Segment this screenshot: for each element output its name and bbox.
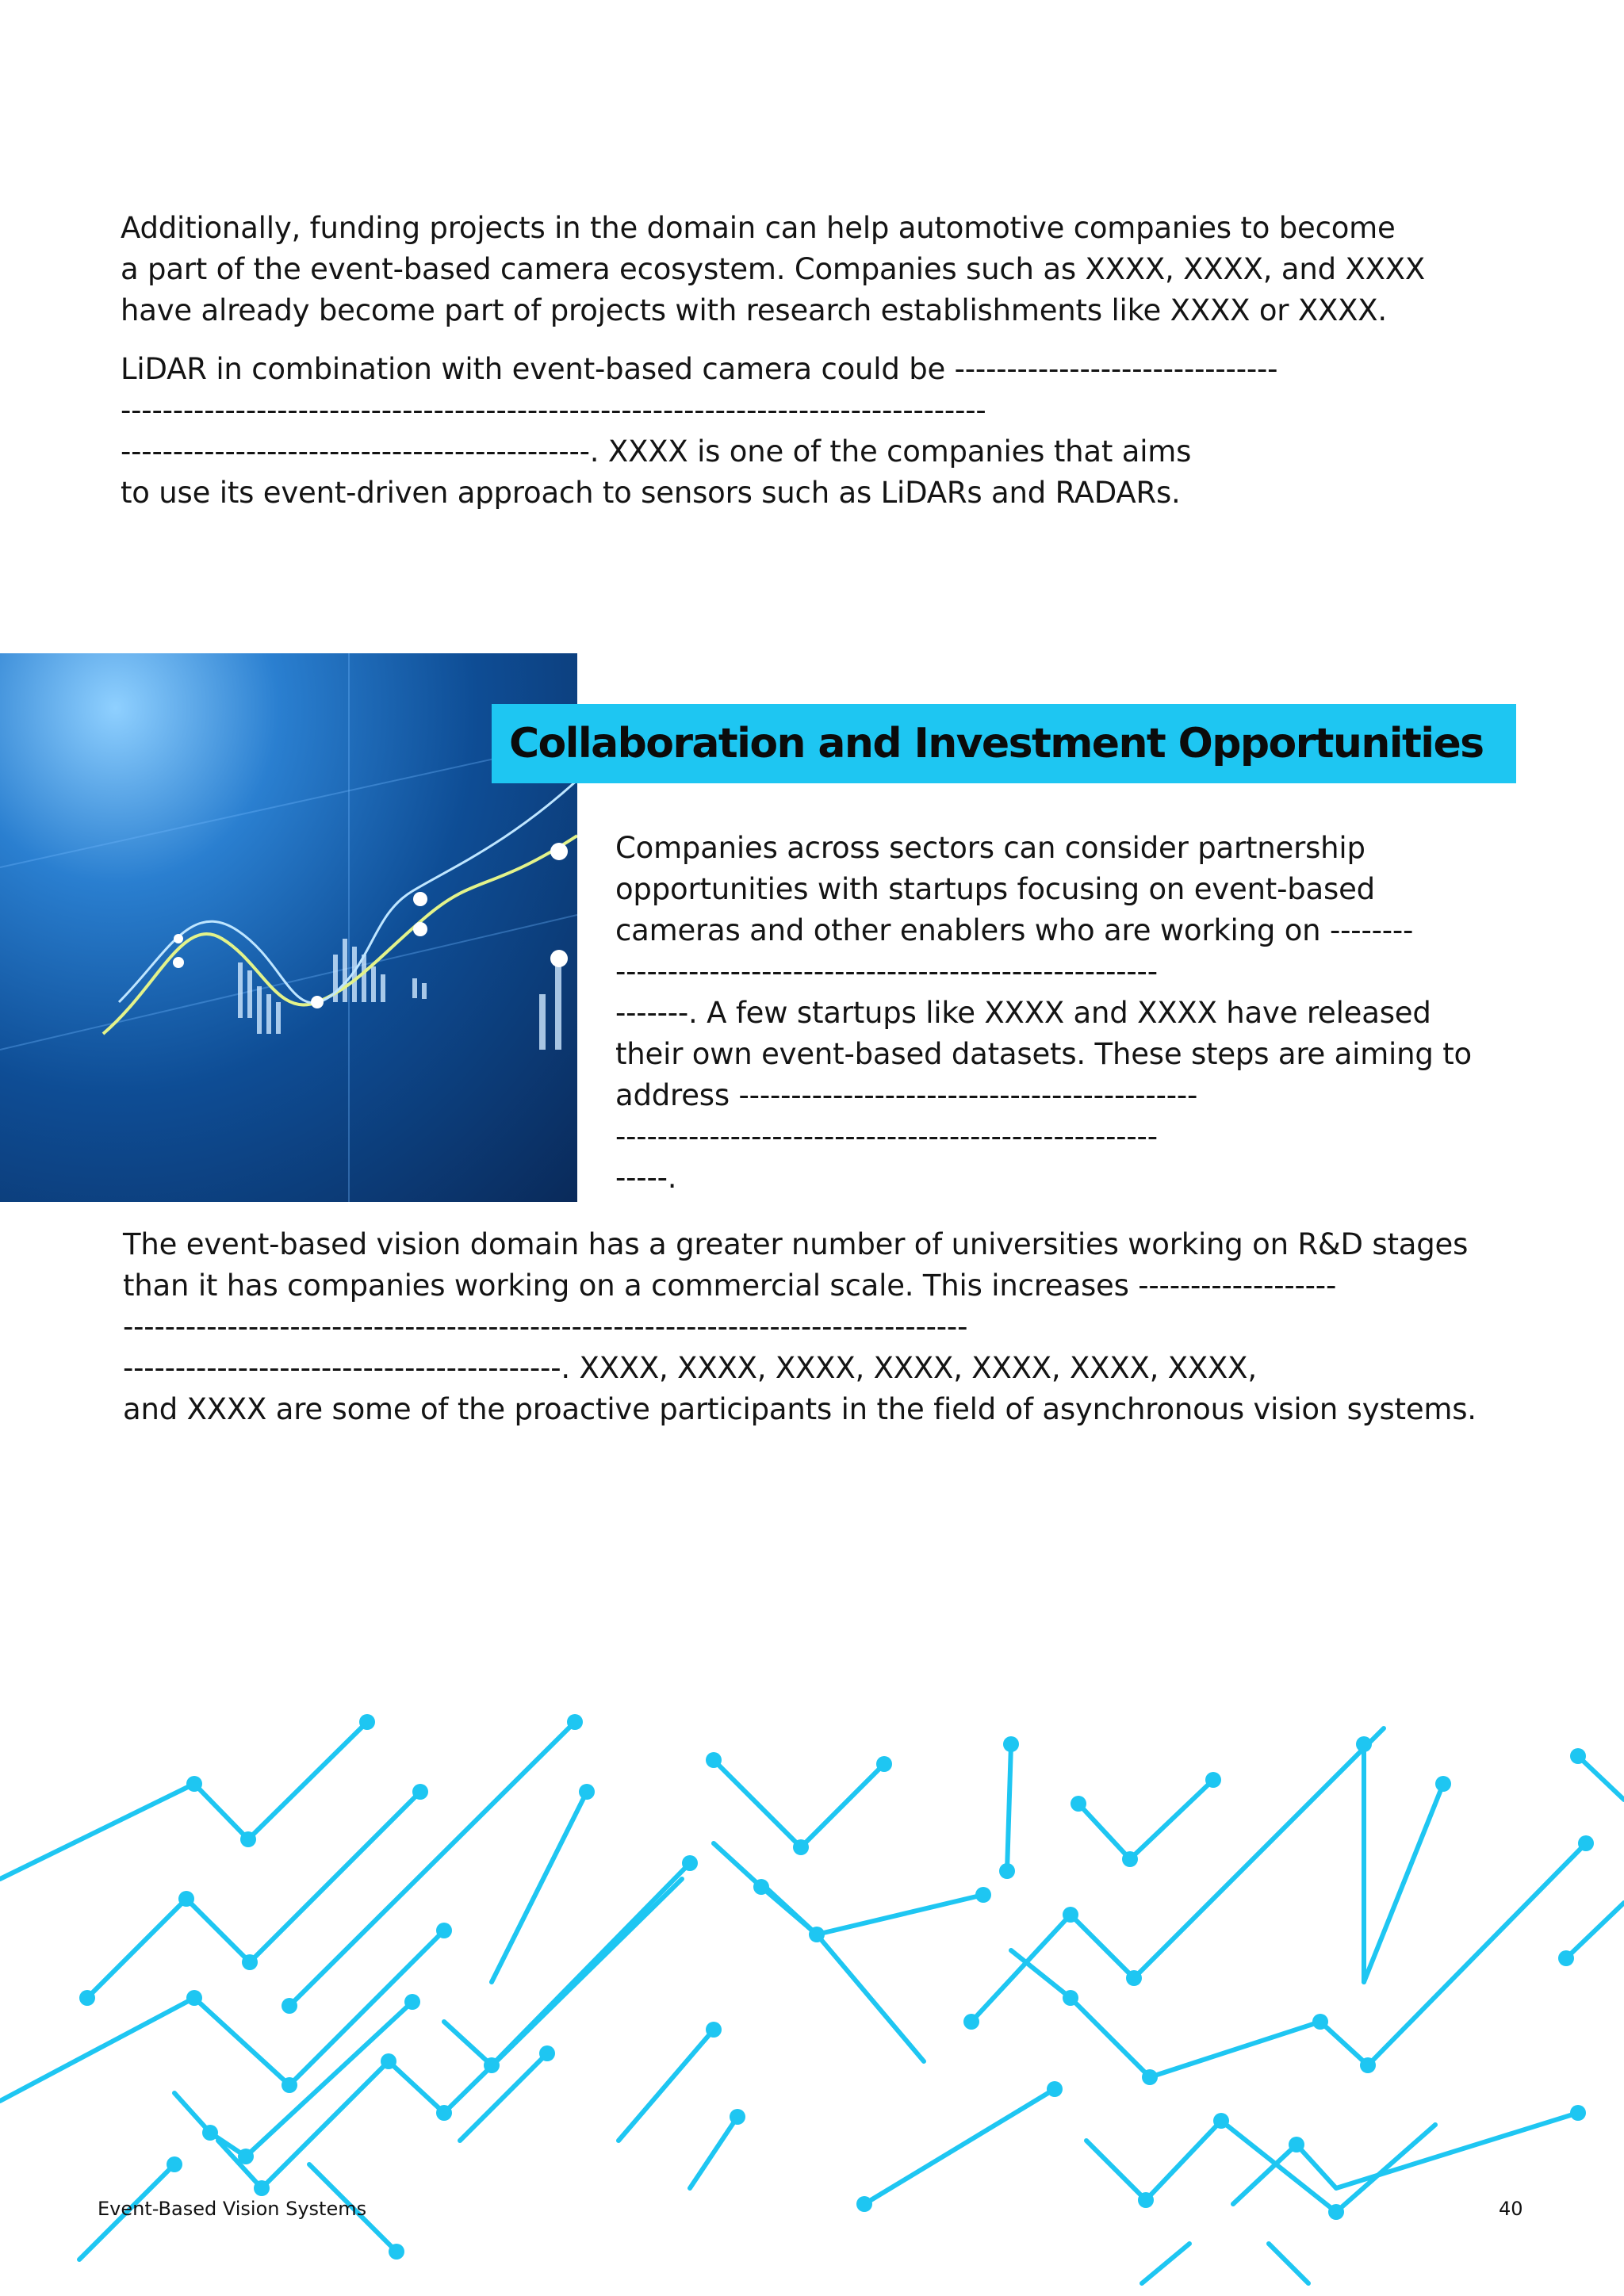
footer-page-number: 40: [1499, 2198, 1523, 2220]
financial-chart-image: [0, 653, 577, 1202]
paragraph-partnerships: Companies across sectors can consider partnership opportunities with startups focusing on event-based cameras and other enablers who are working on -------- ---------------------------------------------------- -------. A few startups like XXXX and XXXX have released their own event-based datasets. These steps are aiming to address -------------------------------------------- ---------------------------------------------------- -----.: [615, 831, 1472, 1195]
paragraph-universities: The event-based vision domain has a greater number of universities working on R&D stages than it has companies working on a commercial scale. This increases ------------------- --------------------------------------------------------------------------------- ------------------------------------------. XXXX, XXXX, XXXX, XXXX, XXXX, XXXX, XXXX, and XXXX are some of the proactive participants in the field of asynchronous vision systems.: [123, 1227, 1477, 1426]
paragraph-funding: Additionally, funding projects in the domain can help automotive companies to become a part of the event-based camera ecosystem. Companies such as XXXX, XXXX, and XXXX have already become part of projects with research establishments like XXXX or XXXX.: [121, 211, 1426, 327]
footer-document-title: Event-Based Vision Systems: [98, 2198, 367, 2220]
section-heading: Collaboration and Investment Opportunities: [509, 720, 1484, 767]
paragraph-lidar: LiDAR in combination with event-based camera could be ------------------------------- ----------------------------------------------------------------------------------- ---------------------------------------------. XXXX is one of the companies that aims to use its event-driven approach to sensors such as LiDARs and RADARs.: [121, 352, 1278, 510]
